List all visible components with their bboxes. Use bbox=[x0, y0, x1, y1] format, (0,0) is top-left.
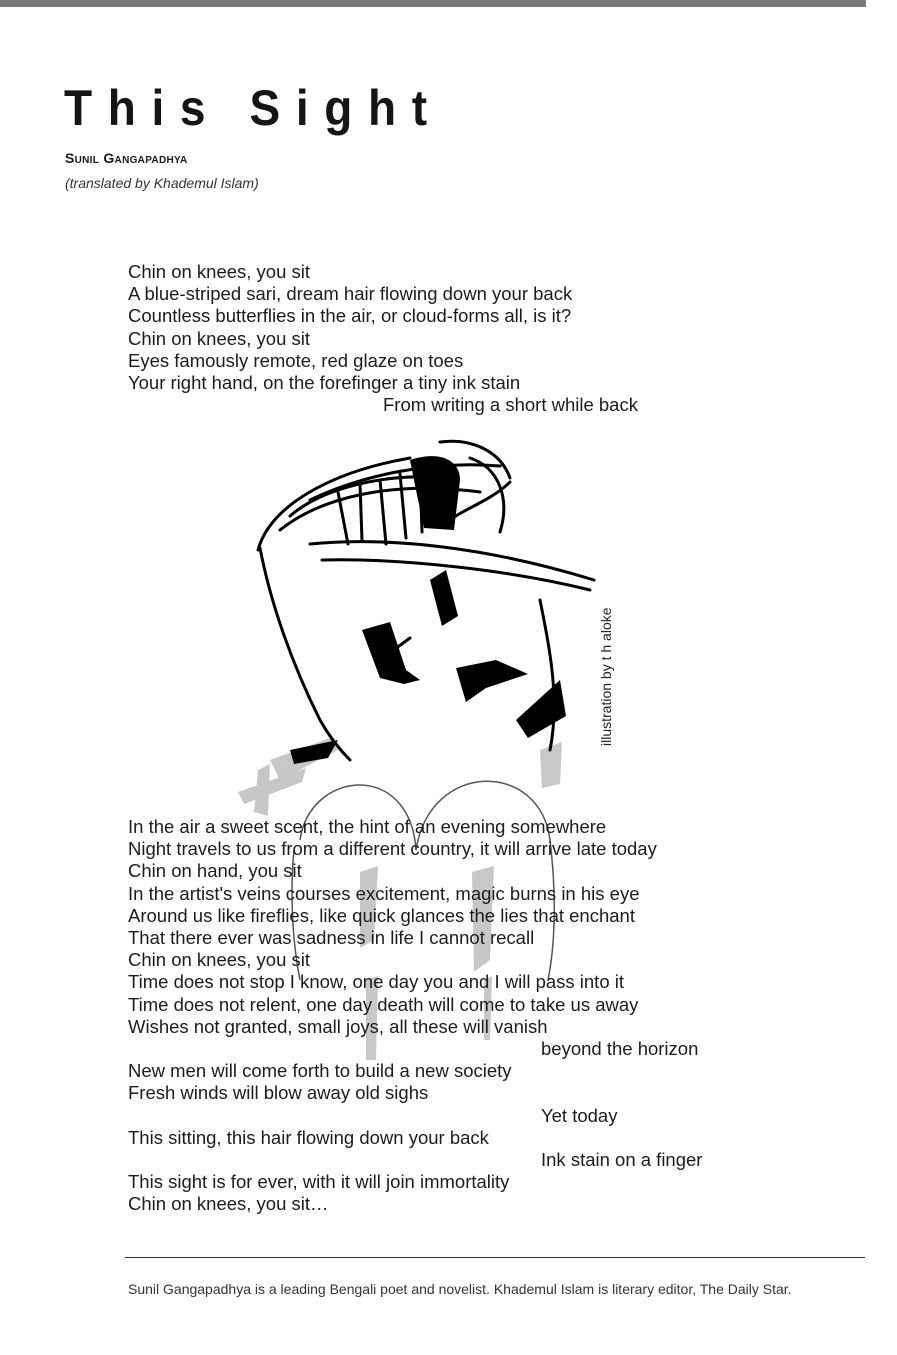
poem-line: Chin on knees, you sit bbox=[128, 949, 311, 971]
poem-line: Wishes not granted, small joys, all these will vanish bbox=[128, 1015, 548, 1037]
poem-line: Night travels to us from a different country, it will arrive late today bbox=[128, 838, 657, 860]
poem-line: Countless butterflies in the air, or cloud-forms all, is it? bbox=[128, 305, 572, 327]
poem-line: Chin on knees, you sit… bbox=[128, 1193, 329, 1215]
poem-line: Around us like fireflies, like quick glances the lies that enchant bbox=[128, 904, 635, 926]
poem-line: In the artist's veins courses excitement, magic burns in his eye bbox=[128, 882, 640, 904]
poem-line: This sitting, this hair flowing down your back bbox=[128, 1126, 489, 1148]
poem-line: From writing a short while back bbox=[383, 394, 638, 416]
poem-line: This sight is for ever, with it will join immortality bbox=[128, 1171, 510, 1193]
poem-title: This Sight bbox=[64, 80, 443, 136]
poem-line: Chin on hand, you sit bbox=[128, 860, 302, 882]
top-rule bbox=[0, 0, 866, 7]
poem-line: Time does not relent, one day death will come to take us away bbox=[128, 993, 639, 1015]
poem-line: New men will come forth to build a new society bbox=[128, 1060, 512, 1082]
illustration-credit: illustration by t h aloke bbox=[598, 607, 614, 746]
poem-line: Chin on knees, you sit bbox=[128, 261, 311, 282]
author-footnote: Sunil Gangapadhya is a leading Bengali poet and novelist. Khademul Islam is literary editor, The Daily Star. bbox=[128, 1281, 792, 1297]
poem-stanza-2 bbox=[128, 816, 702, 1216]
poem-line: Your right hand, on the forefinger a tiny ink stain bbox=[128, 372, 521, 394]
hair-strokes bbox=[258, 441, 510, 550]
poem-line: Ink stain on a finger bbox=[541, 1149, 703, 1171]
poem-line: Eyes famously remote, red glaze on toes bbox=[128, 349, 464, 371]
poem-line: That there ever was sadness in life I cannot recall bbox=[128, 927, 535, 949]
poem-line: Chin on knees, you sit bbox=[128, 327, 311, 349]
poem-stanza-1 bbox=[128, 261, 638, 416]
poem-line: beyond the horizon bbox=[541, 1038, 699, 1060]
translator-credit: (translated by Khademul Islam) bbox=[65, 175, 259, 191]
author-name: Sunil Gangapadhya bbox=[65, 150, 188, 166]
footer-divider bbox=[125, 1257, 865, 1258]
poem-line: In the air a sweet scent, the hint of an evening somewhere bbox=[128, 816, 607, 837]
poem-line: A blue-striped sari, dream hair flowing down your back bbox=[128, 283, 573, 305]
poem-line: Yet today bbox=[541, 1104, 618, 1126]
figure-ink-blocks bbox=[290, 570, 566, 764]
poem-line: Fresh winds will blow away old sighs bbox=[128, 1082, 429, 1104]
poem-line: Time does not stop I know, one day you and I will pass into it bbox=[128, 971, 625, 993]
